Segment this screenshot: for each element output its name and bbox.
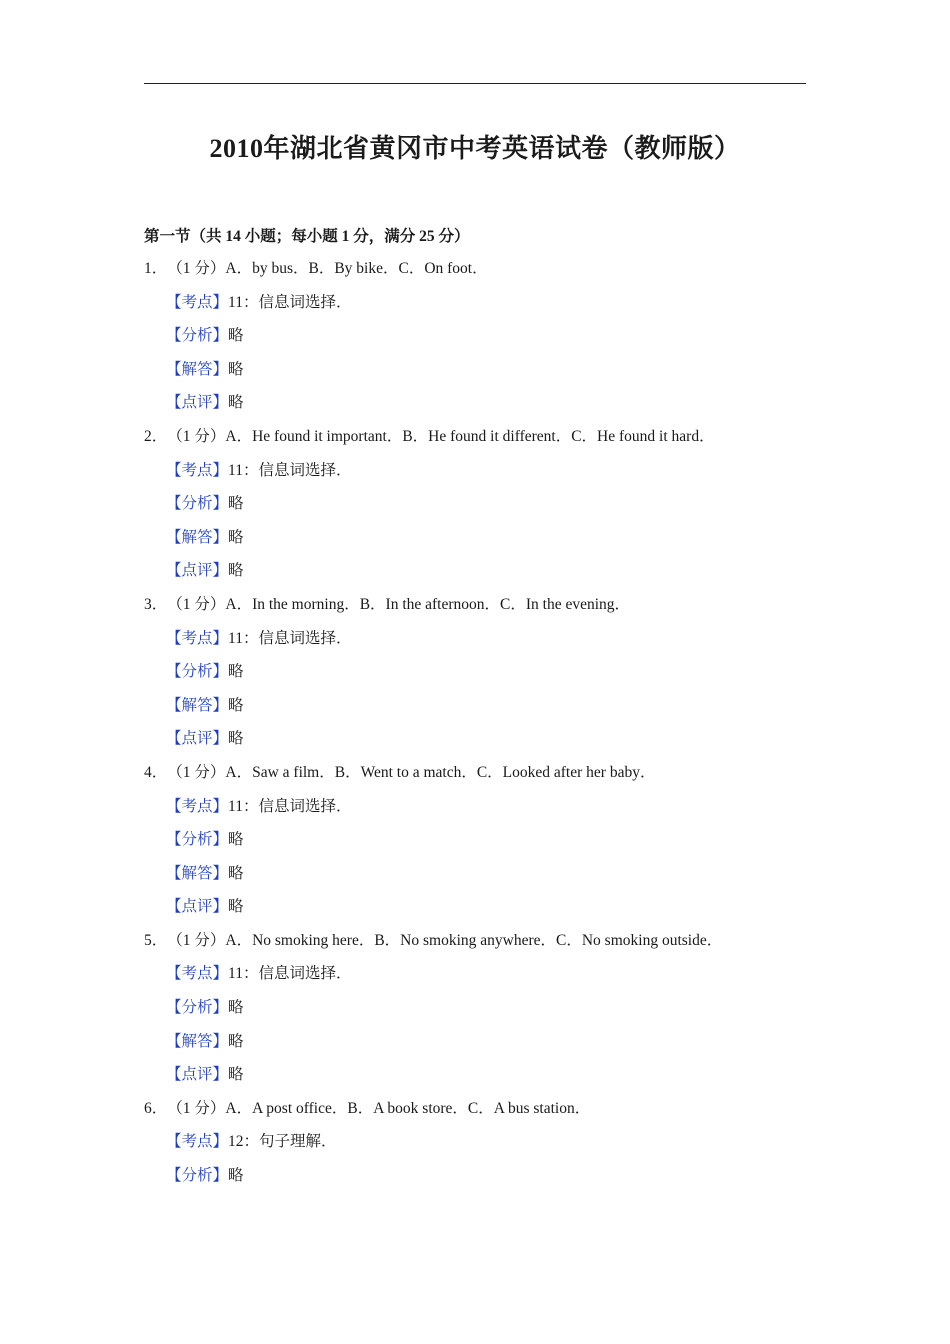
fenxi-value: 略 [228, 327, 244, 345]
kaodian-row [144, 793, 824, 827]
kaodian-row [144, 289, 824, 323]
dianping-tag: 【点评】 [166, 898, 229, 916]
fenxi-value: 略 [228, 831, 244, 849]
dianping-tag: 【点评】 [166, 562, 229, 580]
page-title: 2010年湖北省黄冈市中考英语试卷（教师版） [209, 134, 741, 163]
question-5 [144, 927, 824, 961]
kaodian-value: 12：句子理解． [228, 1133, 337, 1151]
question-2 [144, 423, 824, 457]
question-number: 6． [144, 1099, 168, 1117]
kaodian-row [144, 457, 824, 491]
question-6 [144, 1095, 824, 1129]
question-text: （1 分）A．No smoking here．B．No smoking anywhere．C．No smoking outside． [167, 931, 723, 949]
question-list [144, 255, 824, 1196]
fenxi-value: 略 [228, 999, 244, 1017]
dianping-value: 略 [228, 898, 244, 916]
section-heading: 第一节（共 14 小题；每小题 1 分，满分 25 分） [144, 228, 470, 245]
kaodian-value: 11：信息词选择． [228, 797, 352, 815]
jieda-row [144, 692, 824, 726]
jieda-value: 略 [228, 528, 244, 546]
kaodian-tag: 【考点】 [166, 293, 229, 311]
kaodian-row [144, 960, 824, 994]
question-1 [144, 255, 824, 289]
jieda-value: 略 [228, 360, 244, 378]
dianping-value: 略 [228, 394, 244, 412]
question-text: （1 分）A．A post office．B．A book store．C．A bus station． [167, 1099, 591, 1117]
dianping-row [144, 557, 824, 591]
jieda-tag: 【解答】 [166, 696, 229, 714]
jieda-row [144, 860, 824, 894]
fenxi-value: 略 [228, 495, 244, 513]
fenxi-tag: 【分析】 [166, 663, 229, 681]
jieda-row [144, 356, 824, 390]
fenxi-tag: 【分析】 [166, 999, 229, 1017]
jieda-tag: 【解答】 [166, 1032, 229, 1050]
fenxi-tag: 【分析】 [166, 495, 229, 513]
fenxi-tag: 【分析】 [166, 831, 229, 849]
jieda-value: 略 [228, 696, 244, 714]
question-number: 5． [144, 931, 168, 949]
fenxi-tag: 【分析】 [166, 327, 229, 345]
question-4 [144, 759, 824, 793]
kaodian-value: 11：信息词选择． [228, 629, 352, 647]
fenxi-value: 略 [228, 663, 244, 681]
kaodian-row [144, 1128, 824, 1162]
fenxi-row [144, 826, 824, 860]
question-text: （1 分）A．He found it important．B．He found it different．C．He found it hard． [167, 427, 715, 445]
fenxi-row [144, 658, 824, 692]
jieda-row [144, 524, 824, 558]
dianping-row [144, 725, 824, 759]
question-number: 4． [144, 763, 168, 781]
kaodian-row [144, 625, 824, 659]
question-number: 2． [144, 427, 168, 445]
jieda-tag: 【解答】 [166, 864, 229, 882]
question-3 [144, 591, 824, 625]
dianping-row [144, 389, 824, 423]
dianping-value: 略 [228, 562, 244, 580]
fenxi-row [144, 490, 824, 524]
fenxi-row [144, 994, 824, 1028]
question-text: （1 分）A．by bus．B．By bike．C．On foot． [167, 260, 488, 277]
header-rule [144, 83, 806, 84]
dianping-value: 略 [228, 730, 244, 748]
kaodian-value: 11：信息词选择． [228, 965, 352, 983]
dianping-row [144, 1061, 824, 1095]
kaodian-value: 11：信息词选择． [228, 461, 352, 479]
kaodian-tag: 【考点】 [166, 797, 229, 815]
jieda-tag: 【解答】 [166, 528, 229, 546]
dianping-row [144, 893, 824, 927]
dianping-tag: 【点评】 [166, 730, 229, 748]
kaodian-tag: 【考点】 [166, 629, 229, 647]
question-number: 3． [144, 595, 168, 613]
jieda-tag: 【解答】 [166, 360, 229, 378]
jieda-value: 略 [228, 864, 244, 882]
fenxi-row [144, 1162, 824, 1196]
fenxi-tag: 【分析】 [166, 1167, 229, 1185]
question-text: （1 分）A．Saw a film．B．Went to a match．C．Looked after her baby． [167, 763, 656, 781]
dianping-tag: 【点评】 [166, 1066, 229, 1084]
fenxi-value: 略 [228, 1167, 244, 1185]
dianping-value: 略 [228, 1066, 244, 1084]
question-text: （1 分）A．In the morning．B．In the afternoon．C．In the evening． [167, 595, 631, 613]
kaodian-tag: 【考点】 [166, 965, 229, 983]
dianping-tag: 【点评】 [166, 394, 229, 412]
fenxi-row [144, 322, 824, 356]
question-number: 1． [144, 260, 168, 277]
kaodian-tag: 【考点】 [166, 461, 229, 479]
kaodian-tag: 【考点】 [166, 1133, 229, 1151]
kaodian-value: 11：信息词选择． [228, 293, 352, 311]
jieda-row [144, 1028, 824, 1062]
jieda-value: 略 [228, 1032, 244, 1050]
